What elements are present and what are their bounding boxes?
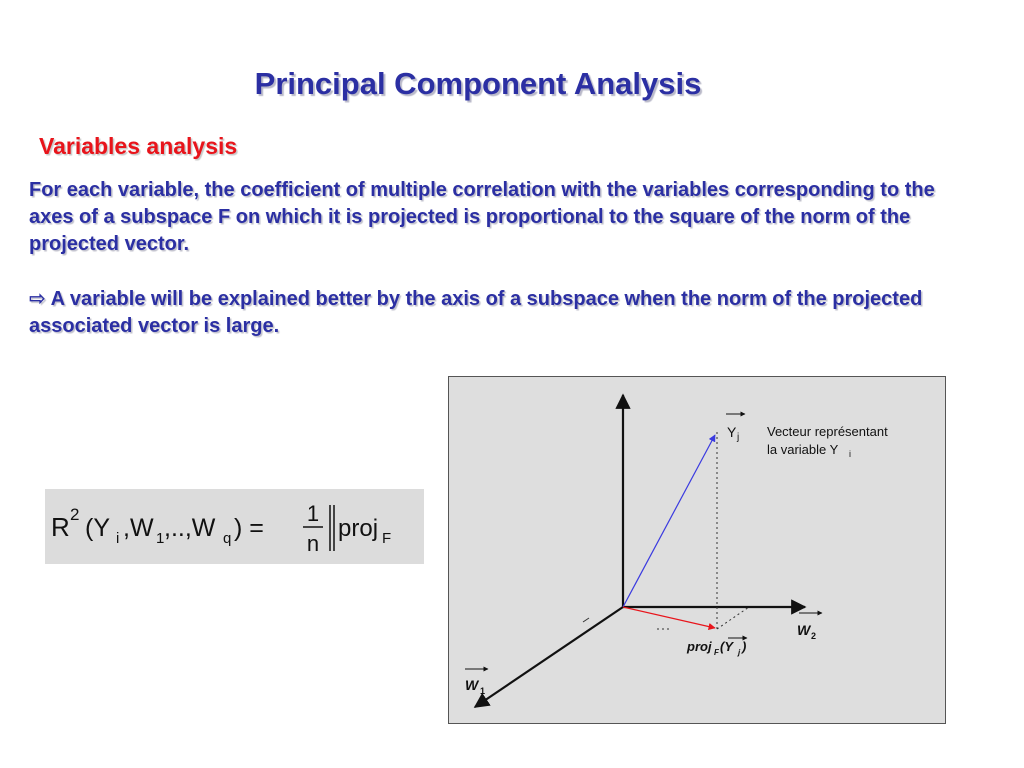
slide-title: Principal Component Analysis xyxy=(254,66,702,101)
label-proj: proj xyxy=(687,639,712,654)
label-proj-close: ) xyxy=(742,639,747,654)
paragraph-definition: For each variable, the coefficient of multiple correlation with the variables corresponding to the axes of a subspace F on which it is projected is proportional to the square of the norm of the projected vector. xyxy=(29,179,935,255)
formula-sub-i: i xyxy=(116,530,120,547)
paragraph-conclusion xyxy=(29,286,939,340)
formula-proj: proj xyxy=(338,515,379,542)
label-proj-open: (Y xyxy=(720,639,733,654)
formula-sub-f: F xyxy=(382,530,392,547)
label-y: Y xyxy=(727,424,737,440)
formula-close-equals: ) = xyxy=(234,514,264,542)
caption-line-2-sub: i xyxy=(849,449,851,459)
caption-line-1: Vecteur représentant xyxy=(767,424,888,439)
label-w2: W xyxy=(797,622,811,638)
label-y-sub: j xyxy=(737,432,740,443)
formula-dots-wq: ,..,W xyxy=(164,514,216,542)
label-proj-sub-j: j xyxy=(738,648,741,657)
label-w1-sub: 1 xyxy=(480,686,486,696)
vector-projection xyxy=(623,607,715,628)
right-arrow-icon: ⇨ xyxy=(29,288,46,310)
formula-r-exponent: 2 xyxy=(70,505,80,524)
correlation-formula xyxy=(45,489,424,564)
paragraph-conclusion-text: A variable will be explained better by the axis of a subspace when the norm of the projected associated vector is large. xyxy=(29,288,923,337)
axis-w1 xyxy=(475,607,623,707)
projection-guide-diagonal xyxy=(717,607,749,629)
formula-sub-q: q xyxy=(223,530,232,547)
formula-denominator: n xyxy=(306,531,320,556)
projection-diagram xyxy=(448,376,946,724)
formula-w1: ,W xyxy=(123,514,154,542)
label-w1: W xyxy=(465,677,479,693)
formula-r: R xyxy=(51,512,70,542)
formula-numerator: 1 xyxy=(306,501,320,526)
axis-w1-tick xyxy=(583,618,589,622)
formula-sub-1: 1 xyxy=(156,530,165,547)
caption-line-2: la variable Y xyxy=(767,442,839,457)
formula-open-y: (Y xyxy=(85,514,110,542)
vector-y xyxy=(623,435,715,607)
label-proj-sub-f: F xyxy=(714,648,719,657)
section-subtitle: Variables analysis xyxy=(39,133,238,159)
label-w2-sub: 2 xyxy=(811,631,817,641)
